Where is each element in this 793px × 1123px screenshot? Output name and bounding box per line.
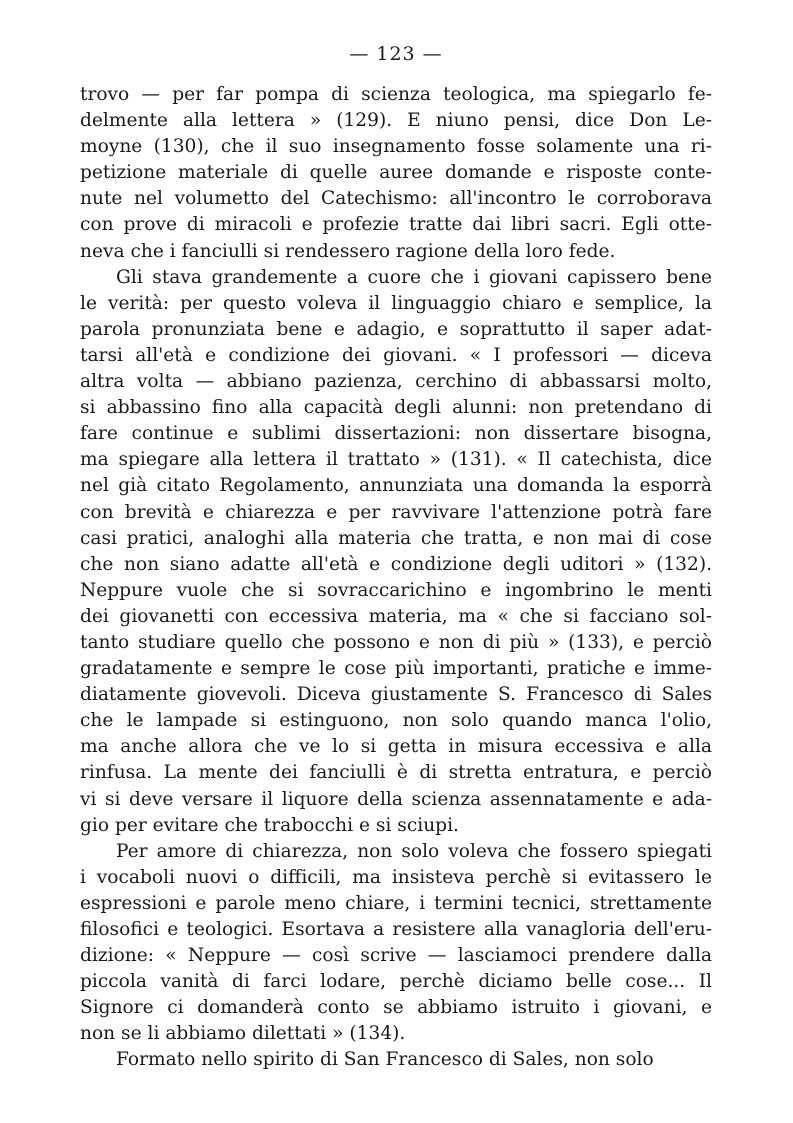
text-line: nel già citato Regolamento, annunziata una domanda la esporrà — [80, 475, 712, 497]
text-line: con prove di miracoli e profezie tratte dai libri sacri. Egli otte- — [80, 214, 712, 236]
text-line: Neppure vuole che si sovraccarichino e ingombrino le menti — [80, 579, 712, 601]
text-line: ma spiegare alla lettera il trattato » (131). « Il catechista, dice — [80, 449, 712, 471]
text-line: dei giovanetti con eccessiva materia, ma « che si facciano sol- — [80, 605, 712, 627]
text-line: gio per evitare che trabocchi e si sciupi. — [80, 814, 459, 836]
text-line: non se li abbiamo dilettati » (134). — [80, 1023, 406, 1045]
book-page — [80, 36, 712, 1074]
text-line: tanto studiare quello che possono e non di più » (133), e perciò — [80, 631, 712, 653]
text-line: neva che i fanciulli si rendessero ragione della loro fede. — [80, 240, 616, 262]
text-line: moyne (130), che il suo insegnamento fosse solamente una ri- — [80, 136, 712, 158]
body-text — [80, 82, 712, 1074]
text-line: nute nel volumetto del Catechismo: all'incontro le corroborava — [80, 188, 712, 210]
text-line: delmente alla lettera » (129). E niuno pensi, dice Don Le- — [80, 110, 712, 132]
text-line: le verità: per questo voleva il linguaggio chiaro e semplice, la — [80, 292, 712, 314]
text-line: Per amore di chiarezza, non solo voleva che fossero spiegati — [116, 840, 712, 862]
text-line: diatamente giovevoli. Diceva giustamente S. Francesco di Sales — [80, 684, 712, 706]
text-line: rinfusa. La mente dei fanciulli è di stretta entratura, e perciò — [80, 762, 712, 784]
text-line: casi pratici, analoghi alla materia che tratta, e non mai di cose — [80, 527, 712, 549]
text-line: gradatamente e sempre le cose più importanti, pratiche e imme- — [80, 658, 712, 680]
text-line: altra volta — abbiano pazienza, cerchino di abbassarsi molto, — [80, 371, 712, 393]
text-line: tarsi all'età e condizione dei giovani. « I professori — diceva — [80, 344, 712, 366]
text-line: Gli stava grandemente a cuore che i giovani capissero bene — [116, 266, 712, 288]
text-line: espressioni e parole meno chiare, i termini tecnici, strettamente — [80, 892, 712, 914]
text-line: Signore ci domanderà conto se abbiamo istruito i giovani, e — [80, 997, 712, 1019]
text-line: i vocaboli nuovi o difficili, ma insisteva perchè si evitassero le — [80, 866, 712, 888]
text-line: vi si deve versare il liquore della scienza assennatamente e ada- — [80, 788, 712, 810]
text-line: con brevità e chiarezza e per ravvivare l'attenzione potrà fare — [80, 501, 712, 523]
text-line: dizione: « Neppure — così scrive — lasciamoci prendere dalla — [80, 945, 712, 967]
text-line: fare continue e sublimi dissertazioni: non dissertare bisogna, — [80, 423, 712, 445]
text-line: ma anche allora che ve lo si getta in misura eccessiva e alla — [80, 736, 712, 758]
page-number: — 123 — — [349, 43, 443, 65]
text-line: petizione materiale di quelle auree domande e risposte conte- — [80, 162, 712, 184]
text-line: piccola vanità di farci lodare, perchè diciamo belle cose... Il — [80, 971, 712, 993]
text-line: si abbassino fino alla capacità degli alunni: non pretendano di — [80, 397, 712, 419]
text-line: che non siano adatte all'età e condizione degli uditori » (132). — [80, 553, 712, 575]
text-line: filosofici e teologici. Esortava a resistere alla vanagloria dell'eru- — [80, 919, 712, 940]
text-line: Formato nello spirito di San Francesco di Sales, non solo — [116, 1049, 654, 1071]
text-line: che le lampade si estinguono, non solo quando manca l'olio, — [80, 710, 712, 732]
text-line: trovo — per far pompa di scienza teologica, ma spiegarlo fe- — [80, 84, 712, 105]
text-line: parola pronunziata bene e adagio, e soprattutto il saper adat- — [80, 318, 712, 340]
